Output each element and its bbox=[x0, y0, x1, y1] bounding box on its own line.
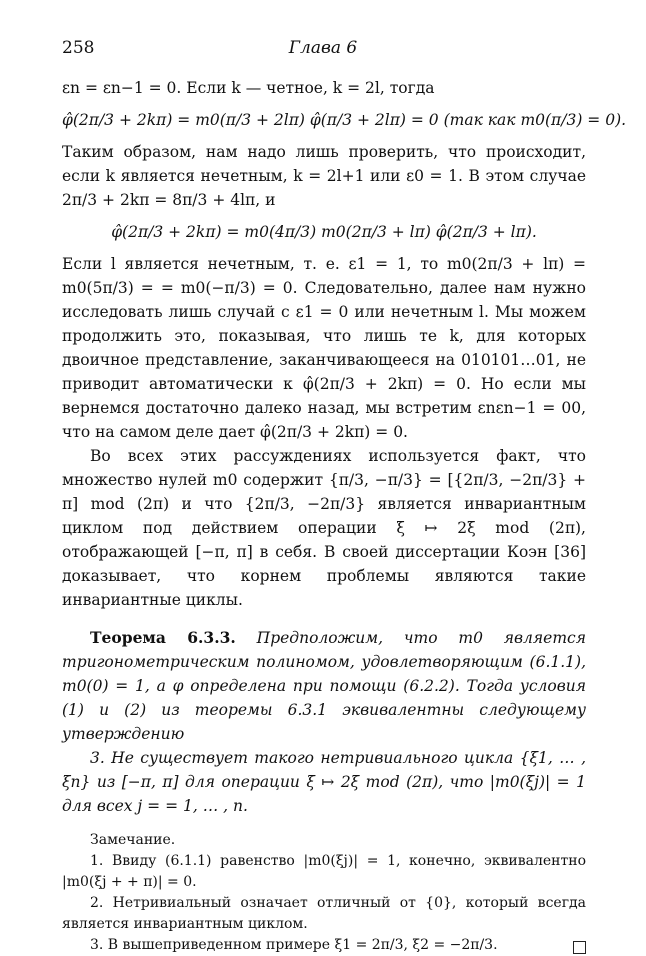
paragraph-1: εn = εn−1 = 0. Если k — четное, k = 2l, тогда bbox=[62, 79, 435, 97]
paragraph-4: Во всех этих рассуждениях используется факт, что множество нулей m0 содержит {π/3, −π/3} = [{2π/3, −2π/3} + π] mod (2π) и что {2π/3, −2π/3} является инвариантным циклом под действием операции ξ ↦ 2ξ mod (2π), отображающей [−π, π] в себя. В своей диссертации Коэн [36] доказывает, что корнем проблемы являются такие инвариантные циклы. bbox=[62, 447, 586, 609]
page-number: 258 bbox=[62, 38, 95, 58]
remark-title: Замечание. bbox=[90, 832, 176, 848]
remark-item-1: 1. Ввиду (6.1.1) равенство |m0(ξj)| = 1, конечно, эквивалентно |m0(ξj + + π)| = 0. bbox=[62, 853, 586, 890]
paragraph-2: Таким образом, нам надо лишь проверить, что происходит, если k является нечетным, k = 2l+1 или ε0 = 1. В этом случае 2π/3 + 2kπ = 8π/3 + 4lπ, и bbox=[62, 143, 586, 209]
formula-2: φ̂(2π/3 + 2kπ) = m0(4π/3) m0(2π/3 + lπ) φ̂(2π/3 + lπ). bbox=[111, 223, 537, 241]
chapter-title: Глава 6 bbox=[288, 38, 358, 58]
remark bbox=[62, 830, 586, 956]
remark-item-3 bbox=[62, 935, 586, 956]
page-body bbox=[62, 76, 627, 956]
remark-item-3-text: 3. В вышеприведенном примере ξ1 = 2π/3, ξ2 = −2π/3. bbox=[90, 937, 498, 953]
theorem-text: Предположим, что m0 является тригонометрическим полиномом, удовлетворяющим (6.1.1), m0(0) = 1, а φ определена при помощи (6.2.2). Тогда условия (1) и (2) из теоремы 6.3.1 эквивалентны следующему утверждению bbox=[62, 629, 587, 743]
running-header bbox=[62, 38, 584, 60]
theorem-6-3-3 bbox=[62, 626, 586, 746]
theorem-item-3: 3. Не существует такого нетривиального цикла {ξ1, … , ξn} из [−π, π] для операции ξ ↦ 2ξ mod (2π), что |m0(ξj)| = 1 для всех j = = 1, … , n. bbox=[62, 749, 586, 815]
paragraph-3: Если l является нечетным, т. е. ε1 = 1, то m0(2π/3 + lπ) = m0(5π/3) = = m0(−π/3) = 0. Следовательно, далее нам нужно исследовать лишь случай с ε1 = 0 или нечетным l. Мы можем продолжить это, показывая, что лишь те k, для которых двоичное представление, заканчивающееся на 010101…01, не приводит автоматически к φ̂(2π/3 + 2kπ) = 0. Но если мы вернемся достаточно далеко назад, мы встретим εnεn−1 = 00, что на самом деле дает φ̂(2π/3 + 2kπ) = 0. bbox=[62, 255, 586, 441]
remark-item-2: 2. Нетривиальный означает отличный от {0}, который всегда является инвариантным циклом. bbox=[62, 895, 586, 932]
theorem-title: Теорема 6.3.3. bbox=[90, 628, 236, 647]
end-of-proof-icon bbox=[573, 941, 586, 954]
formula-1: φ̂(2π/3 + 2kπ) = m0(π/3 + 2lπ) φ̂(π/3 + 2lπ) = 0 (так как m0(π/3) = 0). bbox=[62, 111, 627, 129]
